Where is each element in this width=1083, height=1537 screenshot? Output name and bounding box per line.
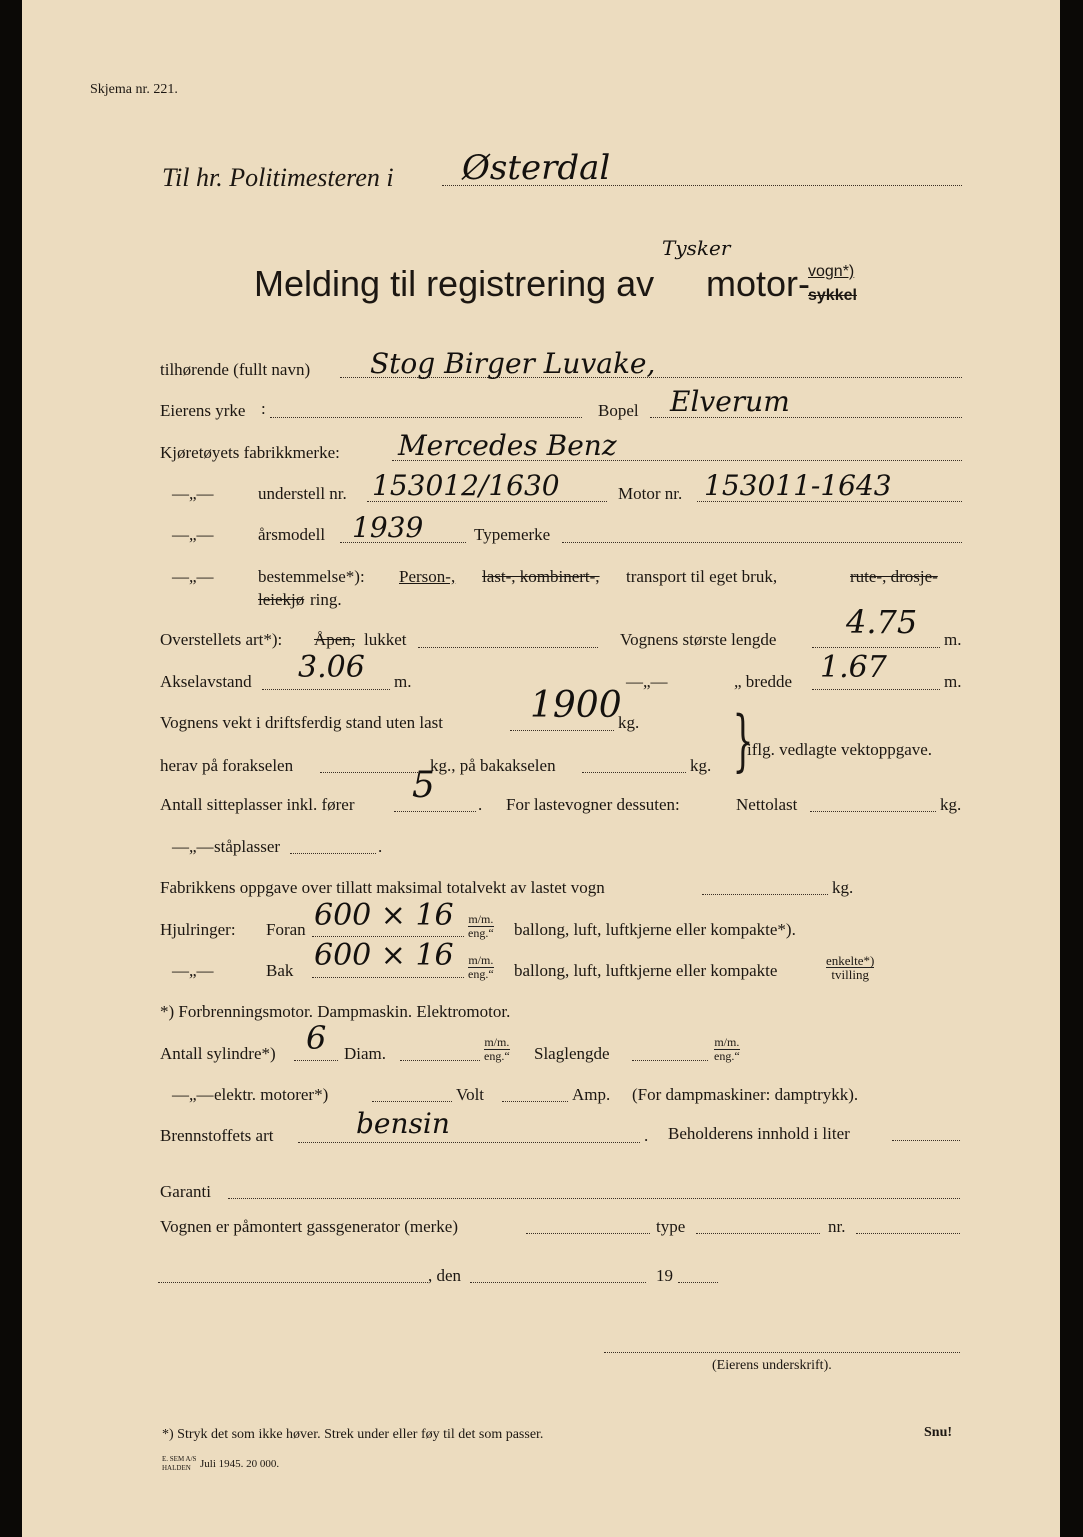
width-value: 1.67: [820, 650, 887, 685]
electric-label: elektr. motorer*): [214, 1085, 329, 1104]
weight-line: [510, 730, 614, 731]
brace: }: [732, 702, 754, 779]
print-info: Juli 1945. 20 000.: [200, 1458, 280, 1470]
tires-rear-line: [312, 977, 464, 978]
year-line: [678, 1282, 718, 1283]
ditto-mark: —„—: [172, 567, 214, 586]
tires-label: Hjulringer:: [160, 920, 236, 939]
ditto-mark: —„—: [172, 961, 214, 980]
tires-rear-kind: enkelte*) tvilling: [826, 953, 875, 982]
residence-value: Elverum: [670, 385, 790, 418]
purpose-last-kombinert: last-, kombinert-,: [482, 567, 600, 586]
purpose-label: bestemmelse*):: [258, 567, 365, 586]
diameter-label: Diam.: [344, 1044, 387, 1063]
max-weight-label: Fabrikkens oppgave over tillatt maksimal totalvekt av lastet vogn: [160, 878, 605, 897]
wheelbase-line: [262, 689, 390, 690]
fuel-label: Brennstoffets art: [160, 1126, 274, 1145]
length-value: 4.75: [846, 603, 918, 641]
gas-generator-label: Vognen er påmontert gassgenerator (merke): [160, 1217, 459, 1236]
ditto-mark: —„—: [626, 672, 668, 691]
purpose-rute-drosje: rute-, drosje-: [850, 567, 938, 586]
signature-line: [604, 1352, 960, 1353]
length-label: Vognens største lengde: [620, 630, 777, 649]
title-motor: motor-: [706, 263, 811, 304]
axle-front-unit: kg., på bakakselen: [430, 756, 556, 775]
axle-rear-unit: kg.: [690, 756, 712, 775]
stroke-label: Slaglengde: [534, 1044, 610, 1063]
date-line: [470, 1282, 646, 1283]
net-load-label: Nettolast: [736, 795, 798, 814]
guarantee-line: [228, 1198, 960, 1199]
length-line: [812, 647, 940, 648]
width-label: „ bredde: [734, 672, 793, 691]
tank-label: Beholderens innhold i liter: [668, 1124, 850, 1143]
tires-rear-unit: m/m. eng.“: [468, 953, 494, 981]
width-unit: m.: [944, 672, 962, 691]
title-sykkel: sykkel: [808, 287, 857, 304]
gas-nr-line: [856, 1233, 960, 1234]
max-weight-unit: kg.: [832, 878, 854, 897]
weight-value: 1900: [530, 685, 622, 726]
max-weight-line: [702, 894, 828, 895]
gas-generator-line: [526, 1233, 650, 1234]
weight-unit: kg.: [618, 713, 640, 732]
form-sheet: [22, 0, 1060, 1537]
date-den: , den: [428, 1266, 462, 1285]
occupation-colon: :: [261, 399, 266, 418]
place-line: [158, 1282, 428, 1283]
seats-label: Antall sitteplasser inkl. fører: [160, 795, 355, 814]
gas-type-label: type: [656, 1217, 686, 1236]
occupation-label: Eierens yrke: [160, 401, 246, 420]
stroke-line: [632, 1060, 708, 1061]
standing-label: ståplasser: [214, 837, 281, 856]
type-mark-line: [562, 542, 962, 543]
owner-label: tilhørende (fullt navn): [160, 360, 311, 379]
axle-front-label: herav på forakselen: [160, 756, 294, 775]
signature-caption: (Eierens underskrift).: [712, 1358, 832, 1373]
amp-label: Amp.: [572, 1085, 611, 1104]
diameter-line: [400, 1060, 480, 1061]
owner-value: Stog Birger Luvake,: [370, 347, 656, 380]
footnote: *) Stryk det som ikke høver. Strek under eller føy til det som passer.: [162, 1427, 544, 1442]
axle-rear-line: [582, 772, 686, 773]
ditto-mark: —„—: [172, 1085, 214, 1104]
type-mark-label: Typemerke: [474, 525, 551, 544]
purpose-leiekjoring: leiekjø: [258, 590, 305, 609]
tires-front-value: 600 × 16: [314, 898, 454, 933]
ditto-mark: —„—: [172, 837, 214, 856]
gas-type-line: [696, 1233, 820, 1234]
fuel-line: [298, 1142, 640, 1143]
model-year-value: 1939: [352, 511, 424, 544]
engine-types: *) Forbrenningsmotor. Dampmaskin. Elektromotor.: [160, 1002, 511, 1021]
guarantee-label: Garanti: [160, 1182, 211, 1201]
purpose-transport: transport til eget bruk,: [626, 567, 778, 586]
stroke-unit: m/m. eng.“: [714, 1035, 740, 1063]
axle-note: iflg. vedlagte vektoppgave.: [747, 740, 933, 759]
occupation-line: [270, 417, 582, 418]
make-label: Kjøretøyets fabrikkmerke:: [160, 443, 340, 462]
tires-rear-label: Bak: [266, 961, 294, 980]
date-year: 19: [656, 1266, 673, 1285]
schema-number: Skjema nr. 221.: [90, 82, 178, 97]
seats-line: [394, 811, 476, 812]
addressee-label: Til hr. Politimesteren i: [162, 163, 394, 192]
tires-front-desc: ballong, luft, luftkjerne eller kompakte*).: [514, 920, 796, 939]
axle-front-line: [320, 772, 426, 773]
body-lukket: lukket: [364, 630, 407, 649]
standing-line: [290, 853, 376, 854]
tires-rear-value: 600 × 16: [314, 938, 454, 973]
volt-label: Volt: [456, 1085, 485, 1104]
wheelbase-value: 3.06: [298, 650, 365, 685]
freight-label: For lastevogner dessuten:: [506, 795, 680, 814]
motor-no-value: 153011-1643: [704, 469, 892, 502]
chassis-value: 153012/1630: [372, 469, 560, 502]
standing-dot: .: [378, 837, 383, 856]
weight-label: Vognens vekt i driftsferdig stand uten last: [160, 713, 443, 732]
residence-label: Bopel: [598, 401, 639, 420]
net-load-unit: kg.: [940, 795, 962, 814]
body-line: [418, 647, 598, 648]
seats-dot: .: [478, 795, 483, 814]
tank-line: [892, 1140, 960, 1141]
volt-line: [502, 1101, 568, 1102]
fuel-dot: .: [644, 1126, 649, 1145]
ditto-mark: —„—: [172, 525, 214, 544]
gas-nr-label: nr.: [828, 1217, 846, 1236]
seats-value: 5: [412, 765, 435, 806]
title-vogn: vogn*): [808, 263, 855, 280]
wheelbase-unit: m.: [394, 672, 412, 691]
body-label: Overstellets art*):: [160, 630, 283, 649]
cylinders-value: 6: [306, 1019, 327, 1057]
body-apen: Åpen,: [314, 630, 356, 649]
ditto-mark: —„—: [172, 484, 214, 503]
turn-over: Snu!: [924, 1425, 953, 1440]
electric-line: [372, 1101, 452, 1102]
addressee-value: Østerdal: [462, 148, 611, 188]
title-main: Melding til registrering av: [254, 263, 655, 304]
cylinders-line: [294, 1060, 338, 1061]
wheelbase-label: Akselavstand: [160, 672, 252, 691]
model-year-label: årsmodell: [258, 525, 326, 544]
tires-front-line: [312, 936, 464, 937]
printer-mark: E. SEM A/S HALDEN: [162, 1455, 197, 1472]
make-value: Mercedes Benz: [398, 429, 617, 462]
tires-front-label: Foran: [266, 920, 306, 939]
steam-pressure: (For dampmaskiner: damptrykk).: [632, 1085, 859, 1104]
purpose-person: Person-,: [399, 567, 456, 586]
chassis-label: understell nr.: [258, 484, 347, 503]
purpose-leiekjoring-end: ring.: [310, 590, 342, 609]
title-insert: Tysker: [662, 236, 731, 260]
cylinders-label: Antall sylindre*): [160, 1044, 276, 1063]
motor-no-label: Motor nr.: [618, 484, 683, 503]
tires-front-unit: m/m. eng.“: [468, 912, 494, 940]
length-unit: m.: [944, 630, 962, 649]
net-load-line: [810, 811, 936, 812]
fuel-value: bensin: [356, 1107, 450, 1140]
width-line: [812, 689, 940, 690]
tires-rear-desc: ballong, luft, luftkjerne eller kompakte: [514, 961, 778, 980]
diameter-unit: m/m. eng.“: [484, 1035, 510, 1063]
